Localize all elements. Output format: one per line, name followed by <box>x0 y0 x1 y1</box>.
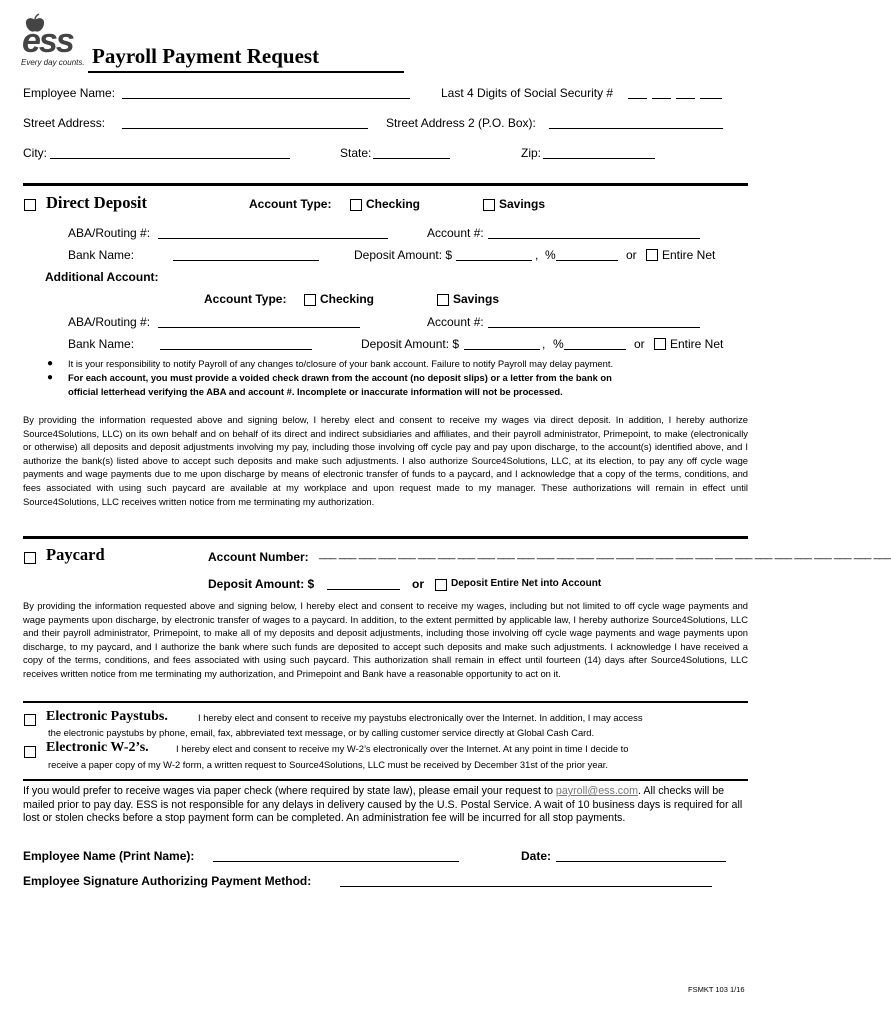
account-type-label: Account Type: <box>249 197 332 211</box>
logo <box>18 14 88 68</box>
paycard-checkbox[interactable] <box>24 552 36 564</box>
additional-checking-label: Checking <box>320 292 375 306</box>
state-label: State: <box>340 146 372 160</box>
or-text: or <box>626 248 637 262</box>
additional-bank-name-label: Bank Name: <box>68 337 135 351</box>
electronic-w2-checkbox[interactable] <box>24 746 36 758</box>
paper-check-text-after: . All checks will be mailed prior to pay day. ESS is not responsible for any delays in delivery caused by the U.S. Postal Service. A wait of 10 business days is required for all lost or stolen checks before a stop payment form can be completed. An administration fee will be incurred for all stop payments. <box>23 785 743 825</box>
additional-account-type-label: Account Type: <box>204 292 287 306</box>
savings-checkbox[interactable] <box>483 199 495 211</box>
bullet-notify-payroll: It is your responsibility to notify Payroll of any changes to/closure of your bank account. Failure to notify Payroll may delay payment. <box>68 358 614 369</box>
additional-entire-net-label: Entire Net <box>670 337 724 351</box>
account-number-field[interactable] <box>488 238 700 239</box>
entire-net-label: Entire Net <box>662 248 716 262</box>
electronic-paystubs-checkbox[interactable] <box>24 714 36 726</box>
paper-check-text-before: If you would prefer to receive wages via paper check (where required by state law), please email your request to <box>23 785 556 797</box>
electronic-w2-text-1: I hereby elect and consent to receive my W-2’s electronically over the Internet. At any point in time I decide to <box>176 743 629 754</box>
additional-savings-label: Savings <box>453 292 500 306</box>
additional-deposit-comma: , <box>542 337 546 351</box>
ssn-digit-3-field[interactable] <box>676 98 695 99</box>
bank-name-field[interactable] <box>173 260 319 261</box>
direct-deposit-authorization: By providing the information requested above and signing below, I hereby elect and consent to receive my wages via direct deposit. In addition, I hereby authorize Source4Solutions, LLC) on its own behalf and on behalf of its direct and indirect subsidiaries and affiliates, and their payroll administrator, Primepoint, to make (electronically or otherwise) all deposits and deposit adjustments involving my pay, including those involving off cycle pay and pay upon discharge, to the account(s) identified above, and I authorize the bank(s) listed above to accept such deposits and make such adjustments. I also authorize Source4Solutions, LLC, at its election, to pay any off cycle wage payments and wage payments due to me upon discharge by means of electronic transfer of funds to a paycard, and I acknowledge that a copy of the terms, conditions, and fees associated with using such paycard are available at my workplace and upon request made to my manager. These authorizations will remain in effect until Source4Solutions, LLC receives written notice from me terminating my authorization. <box>23 414 748 507</box>
signature-label: Employee Signature Authorizing Payment Method: <box>23 874 312 888</box>
paycard-authorization: By providing the information requested above and signing below, I hereby elect and consent to receive my wages, including but not limited to off cycle wage payments and wage payments upon discharge, by electronic transfer of wages to a paycard. In addition, to the extent permitted by applicable law, I hereby authorize Source4Solutions, LLC and their payroll administrator, Primepoint, to make all of my deposits and deposit adjustments, including those involving off cycle wage payments and wage payments upon discharge, to my paycard, and I authorize the bank where such funds are deposited to accept such deposits and make such adjustments. I acknowledge I have received a copy of the terms, conditions, and fees associated with using such paycard. This authorization shall remain in effect until fourteen (14) days after Source4Solutions, LLC receives written notice from me terminating my authorization, and Primepoint and Bank have a reasonable opportunity to act on it. <box>23 600 748 679</box>
electronic-w2-text-2: receive a paper copy of my W-2 form, a written request to Source4Solutions, LLC must be received by December 31st of the prior year. <box>48 759 608 770</box>
title-underline <box>88 71 404 73</box>
aba-routing-label: ABA/Routing #: <box>68 226 151 240</box>
street-address-2-label: Street Address 2 (P.O. Box): <box>386 116 536 130</box>
paycard-account-number-field[interactable]: ___ ___ ___ ___ ___ ___ ___ ___ ___ ___ ___ ___ ___ ___ ___ ___ ___ ___ ___ ___ ___ ___ ___ ___ ___ ___ ___ ___ ___ <box>319 548 891 560</box>
section-divider-2 <box>23 536 748 539</box>
logo-tagline: Every day counts. <box>21 58 85 67</box>
employee-name-field[interactable] <box>122 98 410 99</box>
additional-deposit-amount-field[interactable] <box>464 349 540 350</box>
aba-routing-field[interactable] <box>158 238 388 239</box>
date-label: Date: <box>521 849 552 863</box>
street-address-2-field[interactable] <box>549 128 723 129</box>
paycard-entire-net-label: Deposit Entire Net into Account <box>451 578 602 589</box>
deposit-percent-label: % <box>545 248 556 262</box>
additional-deposit-percent-field[interactable] <box>564 349 626 350</box>
payroll-email-link[interactable]: payroll@ess.com <box>555 785 638 797</box>
savings-label: Savings <box>499 197 546 211</box>
section-divider-3 <box>23 701 748 703</box>
additional-deposit-amount-label: Deposit Amount: $ <box>361 337 460 351</box>
bullet-voided-check-line-2: official letterhead verifying the ABA and account #. Incomplete or inaccurate information will not be processed. <box>68 386 563 397</box>
section-divider-4 <box>23 779 748 781</box>
additional-checking-checkbox[interactable] <box>304 294 316 306</box>
additional-bank-name-field[interactable] <box>160 349 312 350</box>
additional-deposit-percent-label: % <box>553 337 564 351</box>
section-divider-1 <box>23 183 748 186</box>
deposit-amount-label: Deposit Amount: $ <box>354 248 453 262</box>
checking-checkbox[interactable] <box>350 199 362 211</box>
additional-entire-net-checkbox[interactable] <box>654 338 666 350</box>
electronic-paystubs-title: Electronic Paystubs. <box>46 709 168 724</box>
electronic-w2-title: Electronic W-2’s. <box>46 740 149 755</box>
additional-account-label: Additional Account: <box>45 270 159 284</box>
entire-net-checkbox[interactable] <box>646 249 658 261</box>
bank-name-label: Bank Name: <box>68 248 135 262</box>
date-field[interactable] <box>556 861 726 862</box>
account-number-label: Account #: <box>427 226 484 240</box>
paper-check-notice <box>23 785 748 826</box>
paycard-account-number-label: Account Number: <box>208 550 309 564</box>
form-code: FSMKT 103 1/16 <box>688 985 745 994</box>
paycard-deposit-amount-field[interactable] <box>327 589 400 590</box>
additional-aba-routing-label: ABA/Routing #: <box>68 315 151 329</box>
checking-label: Checking <box>366 197 421 211</box>
state-field[interactable] <box>373 158 450 159</box>
zip-field[interactable] <box>543 158 655 159</box>
signature-field[interactable] <box>340 886 712 887</box>
street-address-label: Street Address: <box>23 116 106 130</box>
additional-account-number-label: Account #: <box>427 315 484 329</box>
street-address-field[interactable] <box>122 128 368 129</box>
city-label: City: <box>23 146 47 160</box>
additional-savings-checkbox[interactable] <box>437 294 449 306</box>
employee-name-label: Employee Name: <box>23 86 116 100</box>
deposit-comma: , <box>535 248 539 262</box>
logo-text: ess <box>22 22 73 60</box>
print-name-label: Employee Name (Print Name): <box>23 849 195 863</box>
bullet-dot-icon: ● <box>47 358 54 369</box>
additional-account-number-field[interactable] <box>488 327 700 328</box>
paycard-entire-net-checkbox[interactable] <box>435 579 447 591</box>
ssn-digit-4-field[interactable] <box>700 98 722 99</box>
zip-label: Zip: <box>521 146 542 160</box>
paycard-deposit-amount-label: Deposit Amount: $ <box>208 577 315 591</box>
ssn-label: Last 4 Digits of Social Security # <box>441 86 614 100</box>
bullet-voided-check-line-1: For each account, you must provide a voided check drawn from the account (no deposit slips) or a letter from the bank on <box>68 372 612 383</box>
ssn-digit-1-field[interactable] <box>628 98 647 99</box>
bullet-dot-icon: ● <box>47 372 54 383</box>
direct-deposit-title: Direct Deposit <box>46 193 147 212</box>
deposit-amount-field[interactable] <box>456 260 532 261</box>
additional-or-text: or <box>634 337 645 351</box>
direct-deposit-checkbox[interactable] <box>24 199 36 211</box>
additional-aba-routing-field[interactable] <box>158 327 360 328</box>
electronic-paystubs-text-1: I hereby elect and consent to receive my paystubs electronically over the Internet. In addition, I may access <box>198 712 643 723</box>
ssn-digit-2-field[interactable] <box>652 98 671 99</box>
electronic-paystubs-text-2: the electronic paystubs by phone, email, fax, abbreviated text message, or by calling customer service directly at Global Cash Card. <box>48 727 595 738</box>
city-field[interactable] <box>50 158 290 159</box>
paycard-title: Paycard <box>46 545 105 564</box>
page-title: Payroll Payment Request <box>92 44 320 68</box>
paycard-or-text: or <box>412 577 424 591</box>
print-name-field[interactable] <box>213 861 459 862</box>
deposit-percent-field[interactable] <box>556 260 618 261</box>
